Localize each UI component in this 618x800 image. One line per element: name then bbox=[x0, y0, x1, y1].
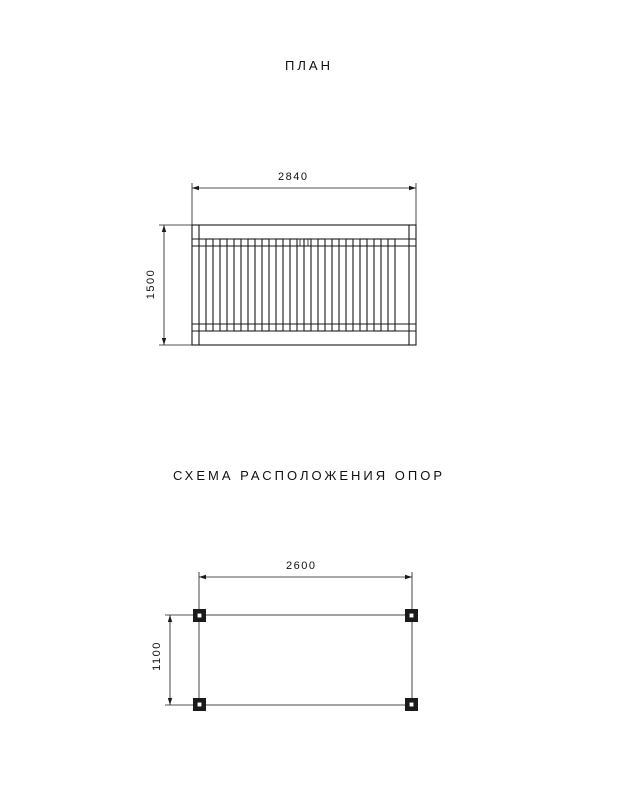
plan-title: ПЛАН bbox=[285, 58, 333, 73]
support-post bbox=[405, 609, 418, 622]
plan-height-label: 1500 bbox=[145, 268, 157, 300]
support-post bbox=[405, 698, 418, 711]
support-post bbox=[193, 609, 206, 622]
supports-title: СХЕМА РАСПОЛОЖЕНИЯ ОПОР bbox=[173, 468, 445, 483]
support-post bbox=[193, 698, 206, 711]
support-posts bbox=[193, 609, 418, 711]
supports-height-label: 1100 bbox=[151, 641, 163, 671]
plan-width-label: 2840 bbox=[278, 171, 309, 183]
supports-width-dimension bbox=[199, 572, 412, 610]
supports-width-label: 2600 bbox=[286, 560, 317, 572]
supports-height-dimension bbox=[165, 615, 199, 705]
